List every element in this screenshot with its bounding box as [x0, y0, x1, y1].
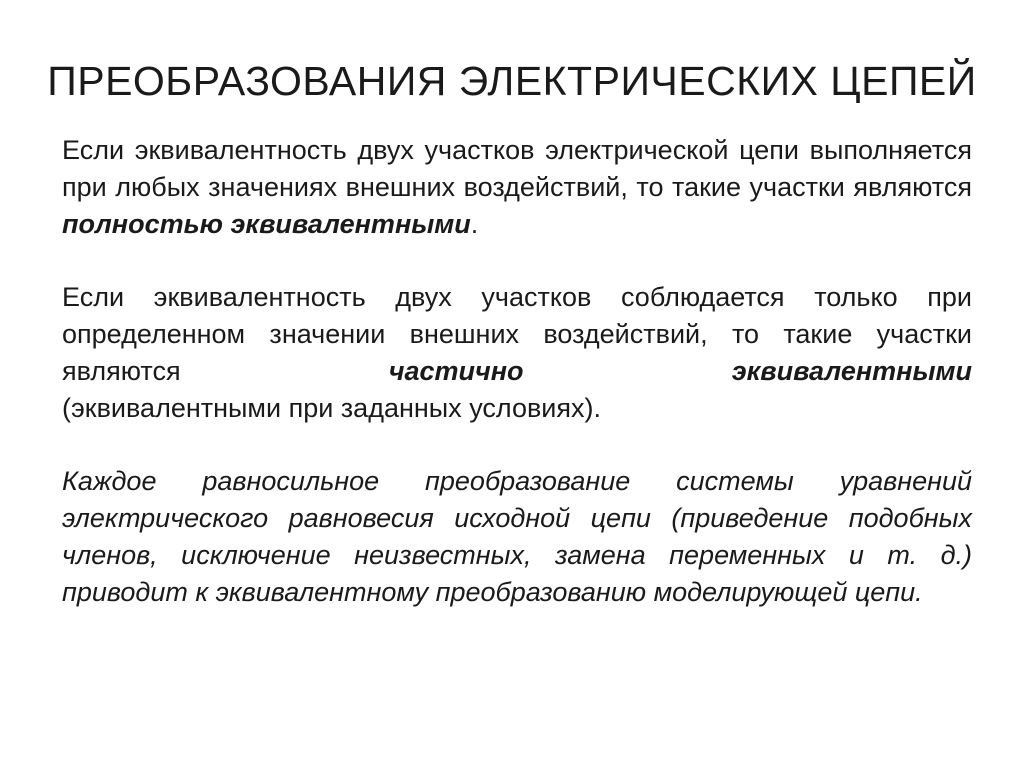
- paragraph-full-equivalence: [62, 132, 972, 242]
- term-partially-equivalent: частично эквивалентными: [388, 355, 972, 386]
- paragraph-text: Если эквивалентность двух участков электрической цепи выполняется при любых значениях внешних воздействий, то такие участки являются: [62, 135, 972, 202]
- paragraph-end: .: [470, 208, 479, 239]
- paragraph-transformation: Каждое равносильное преобразование системы уравнений электрического равновесия исходной цепи (приведение подобных членов, исключение неизвестных, замена переменных и т. д.) приводит к эквивалентному преобразованию моделирующей цепи.: [62, 466, 972, 607]
- term-fully-equivalent: полностью эквивалентными: [62, 208, 471, 239]
- paragraph-note: (эквивалентными при заданных условиях).: [62, 392, 601, 423]
- slide-body: [62, 132, 972, 610]
- paragraph-text: Если эквивалентность двух участков соблюдается только при определенном значении внешних воздействий, то такие участки являются: [62, 282, 972, 386]
- paragraph-main: [62, 279, 972, 389]
- paragraph-partial-equivalence: [62, 279, 972, 426]
- slide-title: ПРЕОБРАЗОВАНИЯ ЭЛЕКТРИЧЕСКИХ ЦЕПЕЙ: [47, 58, 977, 104]
